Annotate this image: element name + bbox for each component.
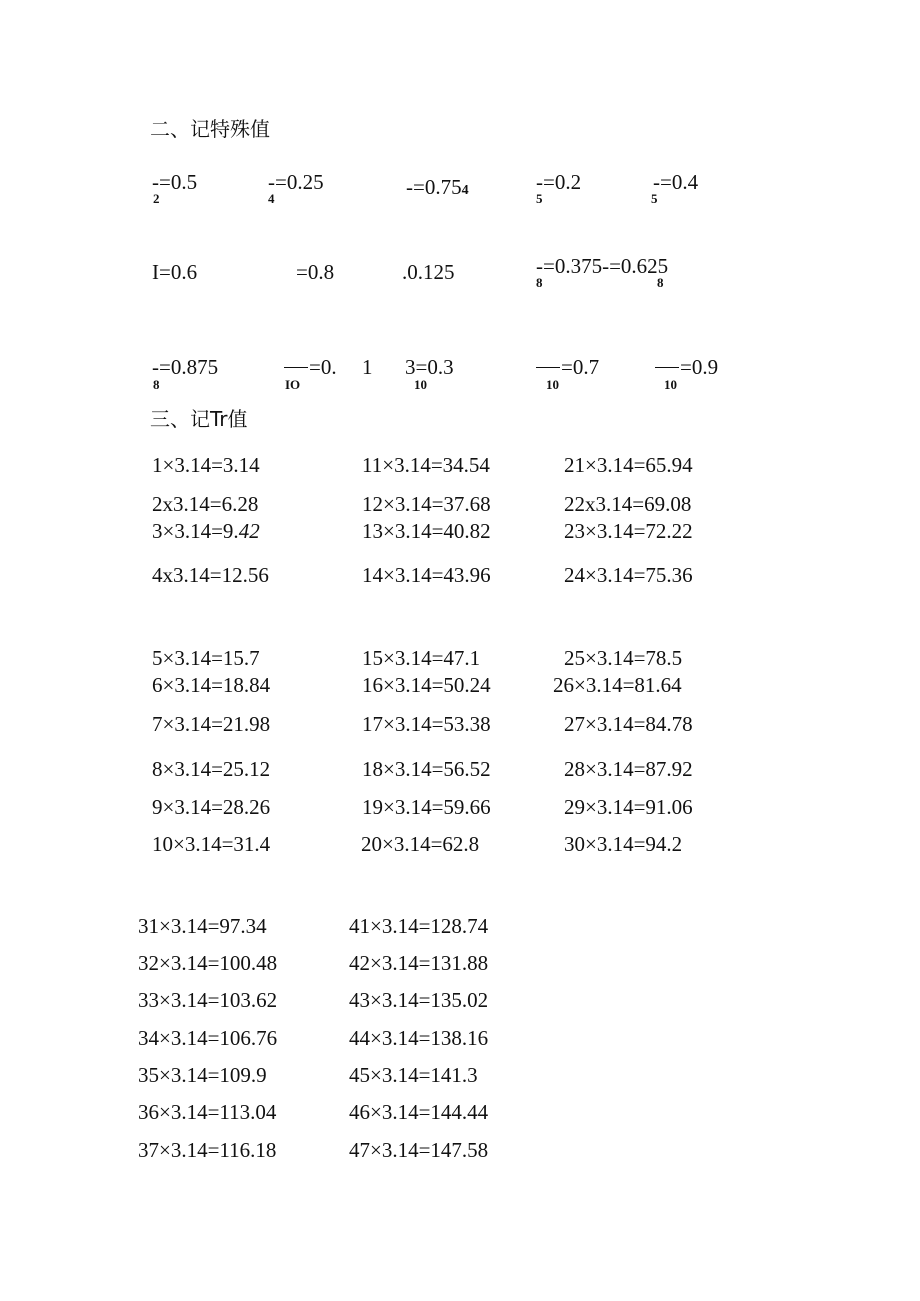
fraction-denominator: 8 xyxy=(536,275,543,290)
product-line: 44×3.14=138.16 xyxy=(349,1026,489,1050)
product-line: 13×3.14=40.82 xyxy=(362,519,491,543)
fraction-value-text: =0.9 xyxy=(680,355,719,379)
fraction-bar xyxy=(284,367,308,368)
fraction-value: -=0.375-=0.625 xyxy=(536,254,669,278)
product-line-italic-tail: 42 xyxy=(238,519,260,543)
fraction-value: -=0.2 xyxy=(536,170,582,194)
fraction-value: 1 xyxy=(362,355,373,379)
product-line: 41×3.14=128.74 xyxy=(349,914,489,938)
product-line xyxy=(152,521,260,542)
product-line: 28×3.14=87.92 xyxy=(564,757,693,781)
product-line: 34×3.14=106.76 xyxy=(138,1026,278,1050)
product-line: 26×3.14=81.64 xyxy=(553,673,682,697)
product-line: 19×3.14=59.66 xyxy=(362,795,491,819)
product-line: 47×3.14=147.58 xyxy=(349,1138,489,1162)
product-line: 43×3.14=135.02 xyxy=(349,988,489,1012)
fraction-value: -=0.25 xyxy=(268,170,324,194)
product-line: 33×3.14=103.62 xyxy=(138,988,278,1012)
fraction-denominator: 8 xyxy=(153,377,160,392)
product-line: 42×3.14=131.88 xyxy=(349,951,489,975)
product-line: 23×3.14=72.22 xyxy=(564,519,693,543)
product-line: 7×3.14=21.98 xyxy=(152,712,271,736)
product-line: 18×3.14=56.52 xyxy=(362,757,491,781)
product-line: 16×3.14=50.24 xyxy=(362,673,491,697)
product-line: 46×3.14=144.44 xyxy=(349,1100,489,1124)
fraction-value: -=0.875 xyxy=(152,355,219,379)
product-line: 15×3.14=47.1 xyxy=(362,646,481,670)
fraction-value xyxy=(655,357,718,378)
fraction-value-text: =0.7 xyxy=(561,355,600,379)
product-line: 35×3.14=109.9 xyxy=(138,1063,267,1087)
product-line: 32×3.14=100.48 xyxy=(138,951,278,975)
fraction-value: 3=0.3 xyxy=(405,355,454,379)
fraction-denominator: IO xyxy=(285,377,301,392)
fraction-value-text: =0. xyxy=(309,355,337,379)
product-line: 25×3.14=78.5 xyxy=(564,646,683,670)
product-line: 1×3.14=3.14 xyxy=(152,453,260,477)
fraction-bar xyxy=(655,367,679,368)
product-line: 11×3.14=34.54 xyxy=(362,453,490,477)
product-line: 5×3.14=15.7 xyxy=(152,646,260,670)
product-line: 36×3.14=113.04 xyxy=(138,1100,277,1124)
fraction-value-text: -=0.75 xyxy=(406,175,462,199)
product-line: 14×3.14=43.96 xyxy=(362,563,491,587)
product-line: 12×3.14=37.68 xyxy=(362,492,491,516)
product-line: 6×3.14=18.84 xyxy=(152,673,271,697)
fraction-value: =0.8 xyxy=(296,260,335,284)
fraction-denominator: 10 xyxy=(414,377,427,392)
product-line: 4x3.14=12.56 xyxy=(152,563,269,587)
fraction-denominator: 10 xyxy=(546,377,559,392)
product-line: 10×3.14=31.4 xyxy=(152,832,271,856)
fraction-denominator: 4 xyxy=(461,183,469,198)
fraction-value: .0.125 xyxy=(402,260,455,284)
product-line: 27×3.14=84.78 xyxy=(564,712,693,736)
fraction-value: I=0.6 xyxy=(152,260,198,284)
product-line: 21×3.14=65.94 xyxy=(564,453,693,477)
product-line: 31×3.14=97.34 xyxy=(138,914,267,938)
fraction-value xyxy=(536,357,599,378)
fraction-bar xyxy=(536,367,560,368)
product-line: 29×3.14=91.06 xyxy=(564,795,693,819)
fraction-value: -=0.5 xyxy=(152,170,198,194)
fraction-denominator: 4 xyxy=(268,191,275,206)
product-line: 2x3.14=6.28 xyxy=(152,492,259,516)
fraction-value: -=0.4 xyxy=(653,170,699,194)
product-line: 22x3.14=69.08 xyxy=(564,492,692,516)
product-line-text: 3×3.14=9. xyxy=(152,519,239,543)
product-line: 20×3.14=62.8 xyxy=(361,832,480,856)
product-line: 17×3.14=53.38 xyxy=(362,712,491,736)
product-line: 37×3.14=116.18 xyxy=(138,1138,277,1162)
product-line: 24×3.14=75.36 xyxy=(564,563,693,587)
section-heading-special-values: 二、记特殊值 xyxy=(150,117,270,141)
section-heading-pi-values: 三、记Tr值 xyxy=(150,407,248,431)
fraction-denominator: 10 xyxy=(664,377,677,392)
fraction-value xyxy=(284,357,337,378)
product-line: 8×3.14=25.12 xyxy=(152,757,271,781)
product-line: 9×3.14=28.26 xyxy=(152,795,271,819)
fraction-denominator: 5 xyxy=(651,191,658,206)
fraction-denominator: 5 xyxy=(536,191,543,206)
fraction-denominator: 8 xyxy=(657,275,664,290)
product-line: 30×3.14=94.2 xyxy=(564,832,683,856)
fraction-denominator: 2 xyxy=(153,191,160,206)
product-line: 45×3.14=141.3 xyxy=(349,1063,478,1087)
fraction-value xyxy=(406,177,469,198)
